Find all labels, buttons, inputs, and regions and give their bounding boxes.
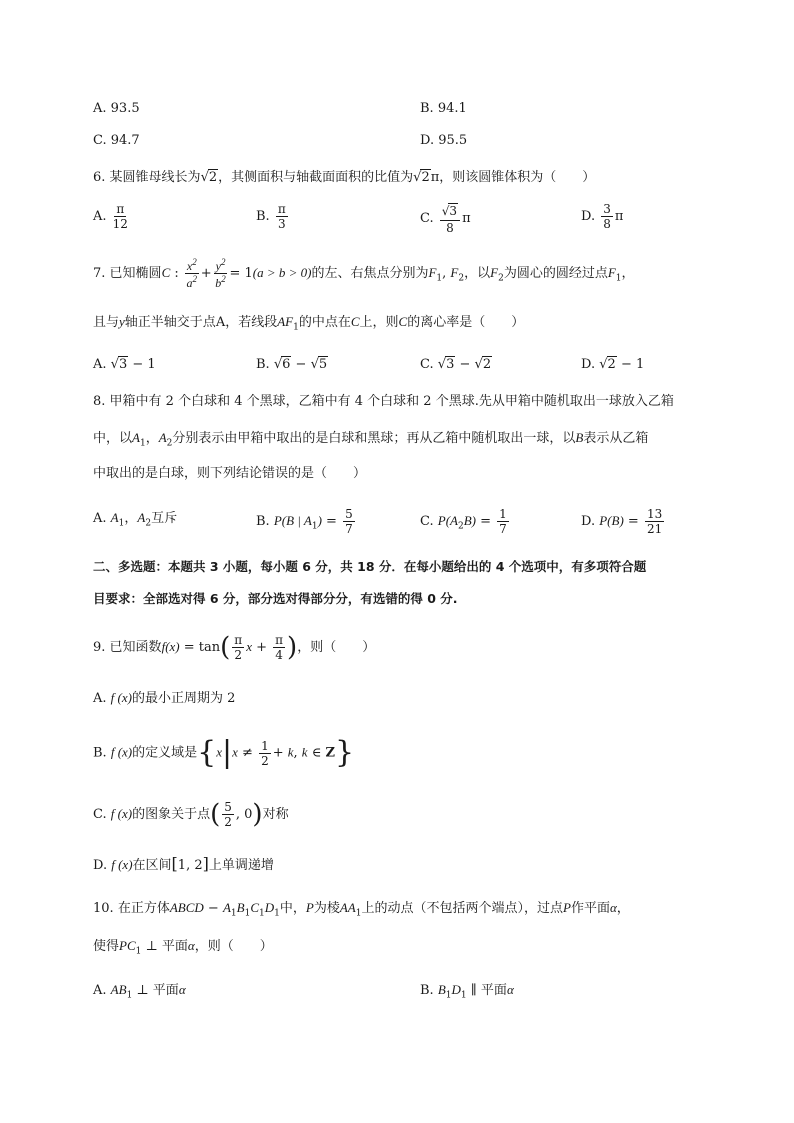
q7-option-d: D. √2 − 1 [581,357,645,372]
question-8: 8. 甲箱中有 2 个白球和 4 个黑球，乙箱中有 4 个白球和 2 个黑球.先从甲箱中随机取出一球放入乙箱 [93,394,674,409]
question-number: 6. [93,170,106,185]
q6-option-c: C. $\frac{√3}{8}$ π [420,204,471,235]
question-number: 8. [93,394,106,409]
q8-option-b: B. P(B | $A_1$) = $\frac{5}{7}$ [256,507,353,536]
question-number: 10. [93,901,114,916]
q10-option-b: B. $B_1D_1$ ∥ 平面α [420,982,514,1001]
question-10-line-2: 使得$PC_1$ ⊥ 平面α，则（ ） [93,938,273,957]
q5-option-c: C. 94.7 [93,133,140,148]
q6-option-a: A. $\frac{\pi}{12}$ [93,202,128,231]
question-number: 9. [93,640,106,655]
question-8-line-3: 中取出的是白球，则下列结论错误的是（ ） [93,466,367,481]
q5-option-b: B. 94.1 [420,101,467,116]
q6-text: ，则该圆锥体积为（ ） [439,170,596,185]
q5-option-d: D. 95.5 [420,133,468,148]
question-8-line-2: 中，以$A_1$，$A_2$分别表示由甲箱中取出的是白球和黑球；再从乙箱中随机取出一球，以B表示从乙箱 [93,430,649,449]
q9-option-d: D. f (x)在区间[1, 2]上单调递增 [93,854,274,873]
q6-option-d: D. $\frac{3}{8}$ π [581,202,624,231]
question-6: 6. 某圆锥母线长为√2，其侧面积与轴截面面积的比值为√2π，则该圆锥体积为（ ） [93,170,596,185]
q6-text: ，其侧面积与轴截面面积的比值为 [218,170,414,185]
q9-option-c: C. f (x)的图象关于点( $\frac{5}{2}$ , 0)对称 [93,799,289,830]
q9-option-a: A. f (x)的最小正周期为 2 [93,690,236,706]
question-number: 7. [93,266,106,281]
question-7: 7. 已知椭圆C : $\frac{x^2}{a^2}$ + $\frac{y^2}{b^2}$ = 1(a > b > 0)的左、右焦点分别为$F_1$, $F_2$，以$F_2$为圆心的圆经过点$F_1$， [93,257,635,290]
question-10: 10. 在正方体ABCD − $A_1B_1C_1D_1$中，P为棱$AA_1$上的动点（不包括两个端点），过点P作平面α， [93,900,630,919]
q6-option-b: B. $\frac{\pi}{3}$ [256,202,286,231]
q6-text: 某圆锥母线长为 [109,170,201,185]
section-heading-line-2: 目要求：全部选对得 6 分，部分选对得部分分，有选错的得 0 分. [93,591,458,606]
q8-option-d: D. P(B) = $\frac{13}{21}$ [581,507,663,536]
q9-option-b: B. f (x)的定义域是{x|x ≠ $\frac{1}{2}$ + k, k ∈ Z} [93,735,355,770]
q8-option-c: C. $P(A_2B)$ = $\frac{1}{7}$ [420,507,507,536]
question-9: 9. 已知函数f(x) = tan( $\frac{\pi}{2}$ x + $\frac{\pi}{4}$ )，则（ ） [93,632,376,663]
q7-option-c: C. √3 − √2 [420,357,492,372]
q5-option-a: A. 93.5 [93,101,140,116]
section-heading: 二、多选题：本题共 3 小题，每小题 6 分，共 18 分．在每小题给出的 4 个选项中，有多项符合题 [93,559,647,574]
question-7-line-2: 且与y轴正半轴交于点A，若线段$AF_1$的中点在C上，则C的离心率是（ ） [93,314,525,333]
q10-option-a: A. $AB_1$ ⊥ 平面α [93,982,186,1001]
q7-option-a: A. √3 − 1 [93,357,156,372]
q8-option-a: A. $A_1$，$A_2$互斥 [93,510,178,529]
q7-option-b: B. √6 − √5 [256,357,328,372]
